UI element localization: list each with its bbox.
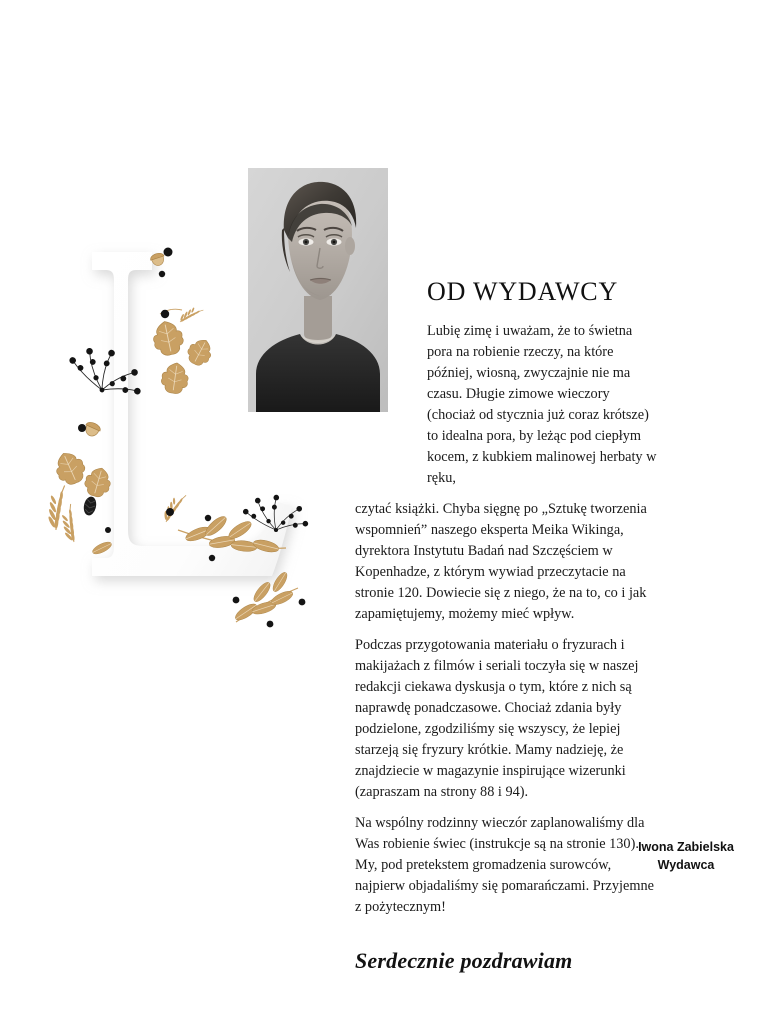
signoff-line: Serdecznie pozdrawiam [355, 947, 573, 973]
page-title: OD WYDAWCY [427, 277, 619, 306]
paragraph-2: Podczas przygotowania materiału o fryzurach i makijażach z filmów i seriali toczyła się w naszej redakcji ciekawa dyskusja o tym, które z nich są naprawdę ponadczasowe. Chociaż zdania były podzielone, zgodziliśmy się wszyscy, że lepiej starzeją się fryzury krótkie. Mamy nadzieję, że znajdziecie w magazynie inspirujące wizerunki (zapraszam na strony 88 i 94). [355, 636, 639, 800]
article-body [355, 321, 657, 918]
ornament-left-foliage [35, 420, 113, 556]
signature-name: Iwona Zabielska [638, 840, 734, 854]
paragraph-1: Lubię zimę i uważam, że to świetna pora na robienie rzeczy, na które później, wiosną, zwyczajnie nie ma czasu. Długie zimowe wieczory (chociaż od stycznia już coraz krótsze) to idealna pora, by leżąc pod ciepłym kocem, z kubkiem malinowej herbaty w ręku, [427, 322, 657, 486]
ornament-lower-sprig [233, 570, 306, 627]
ornament-top-cluster [149, 248, 216, 396]
paragraph-1-continued: czytać książki. Chyba sięgnę po „Sztukę tworzenia wspomnień” naszego eksperta Meika Wikinga, dyrektora Instytutu Badań nad Szczęściem w Kopenhadze, z którym wywiad przeczytacie na stronie 120. Dowiecie się z niego, że na to, co i jak zapamiętujemy, możemy mieć wpływ. [355, 500, 647, 622]
ornament-left-berry-sprig [65, 343, 147, 399]
signature-block [355, 838, 775, 874]
signature-role: Wydawca [657, 858, 715, 872]
paragraph-3: Na wspólny rodzinny wieczór zaplanowaliśmy dla Was robienie świec (instrukcje są na stronie 130). My, pod pretekstem gromadzenia surowców, najpierw objadaliśmy się pomarańczami. Przyjemne z pożytecznym! [355, 814, 654, 915]
